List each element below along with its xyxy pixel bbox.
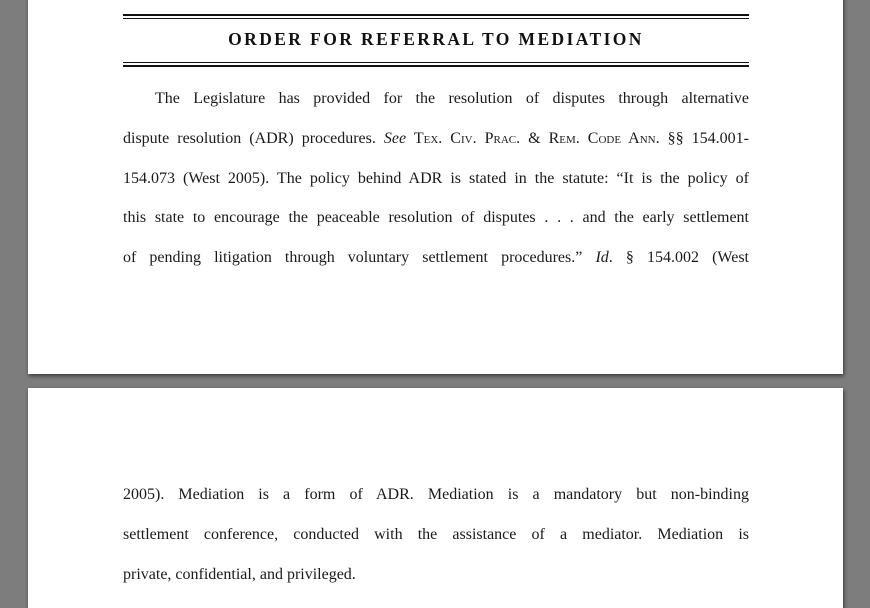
paragraph-line-4: this state to encourage the peaceable resolution of disputes . . . and the early settlement — [123, 209, 749, 226]
document-page-2 — [28, 388, 843, 608]
order-title: ORDER FOR REFERRAL TO MEDIATION — [228, 29, 644, 49]
line-5-cite: . § 154.002 (West — [608, 249, 750, 266]
statute-citation: Tex. Civ. Prac. & Rem. Code Ann. §§ 154.001- — [406, 130, 749, 147]
title-top-rule — [123, 14, 749, 16]
title-top-rule-thin — [123, 18, 749, 19]
paragraph-line-8: private, confidential, and privileged. — [123, 566, 356, 583]
see-signal: See — [383, 130, 407, 147]
paragraph-line-2 — [123, 129, 749, 149]
line-2-text: dispute resolution (ADR) procedures. — [123, 130, 384, 147]
id-signal: Id — [595, 249, 609, 266]
paragraph-line-3: 154.073 (West 2005). The policy behind ADR is stated in the statute: “It is the policy of — [123, 170, 749, 187]
document-page-1 — [28, 0, 843, 374]
paragraph-line-1: The Legislature has provided for the resolution of disputes through alternative — [155, 90, 749, 107]
line-5-text: of pending litigation through voluntary settlement procedures.” — [123, 249, 596, 266]
paragraph-line-6: 2005). Mediation is a form of ADR. Mediation is a mandatory but non-binding — [123, 486, 749, 503]
title-bottom-rule-thin — [123, 62, 749, 63]
paragraph-line-7: settlement conference, conducted with the assistance of a mediator. Mediation is — [123, 526, 749, 543]
paragraph-line-5 — [123, 248, 749, 268]
title-bottom-rule — [123, 65, 749, 67]
